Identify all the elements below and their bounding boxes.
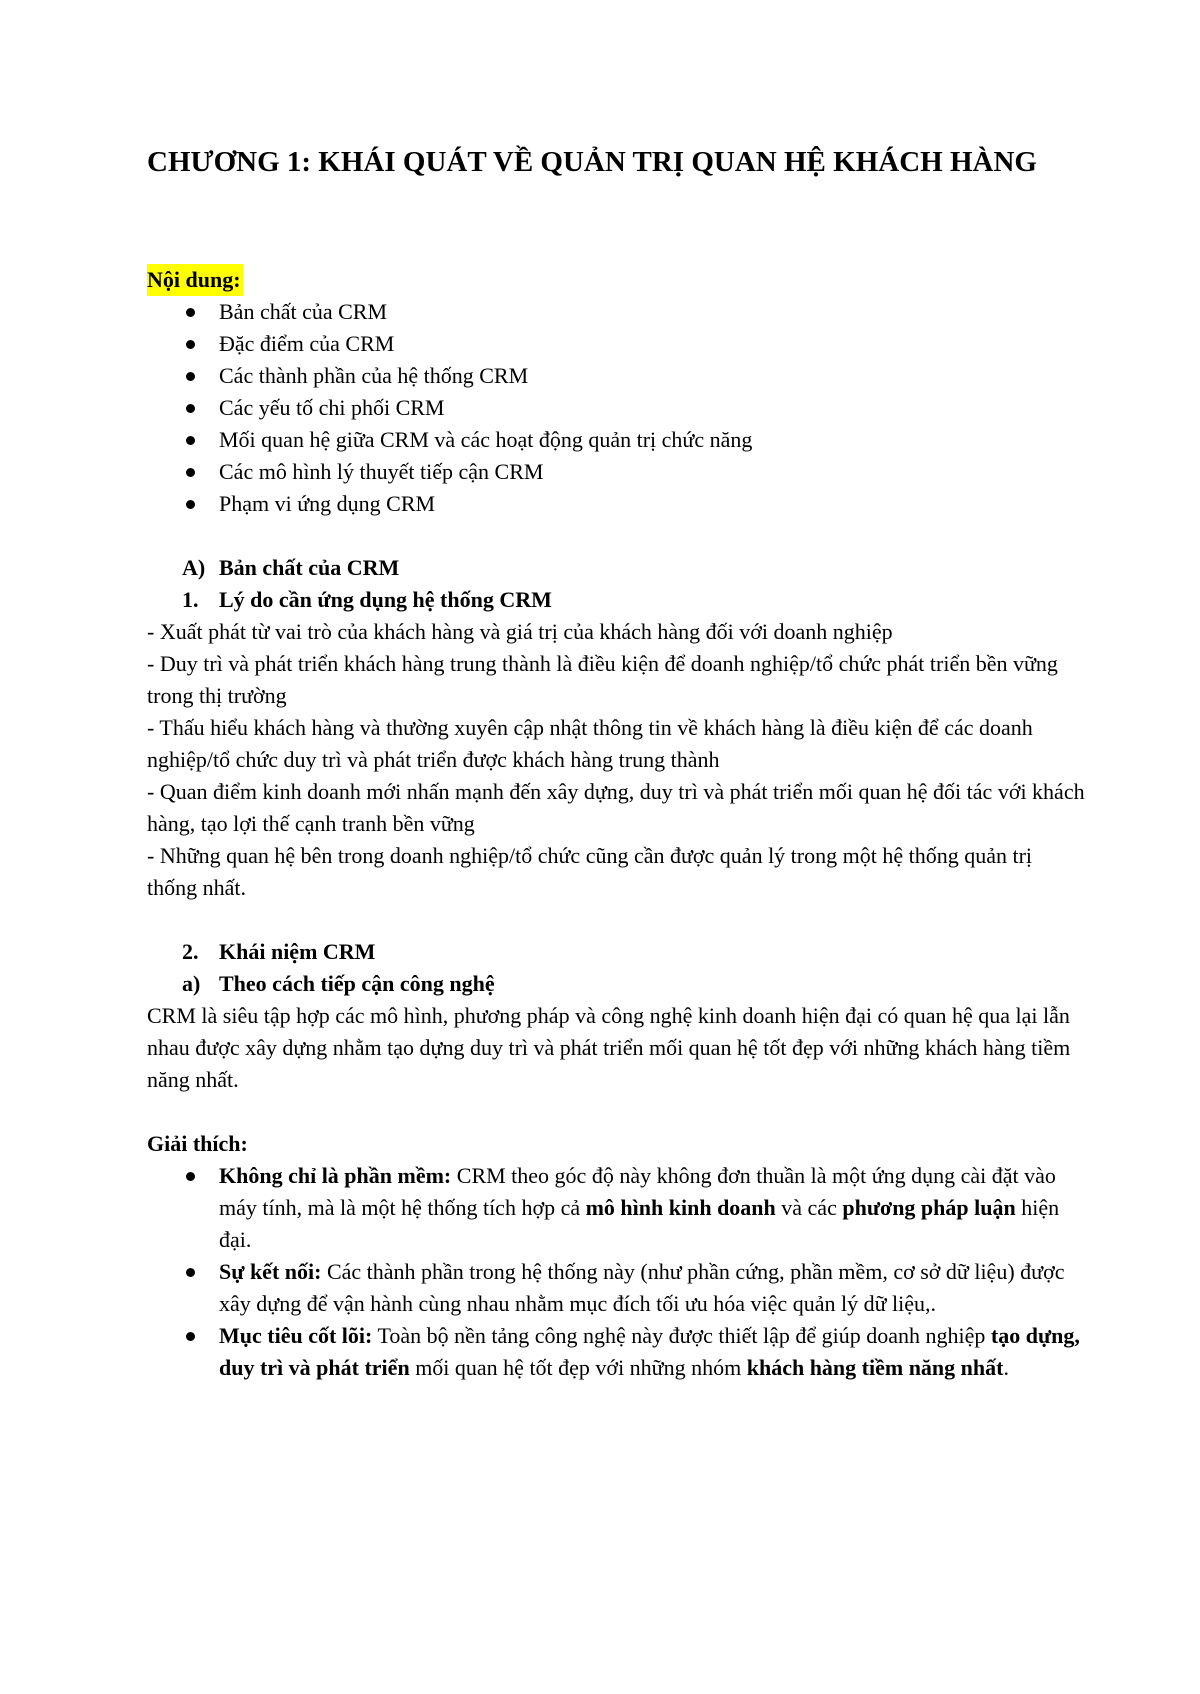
spacer (147, 520, 1087, 552)
contents-item: Các yếu tố chi phối CRM (147, 392, 1087, 424)
explanation-emphasis: tạo dựng, duy trì và phát triển (219, 1323, 1080, 1380)
contents-item: Các thành phần của hệ thống CRM (147, 360, 1087, 392)
explanation-text: và các (775, 1195, 843, 1220)
explanation-text: CRM theo góc độ này không đơn thuần là một ứng dụng cài đặt vào máy tính, mà là một hệ thống tích hợp cả (219, 1163, 1056, 1220)
explanation-text: . (1003, 1355, 1009, 1380)
subsection-2a-marker: a) (182, 971, 201, 996)
explanation-item (147, 1320, 1087, 1384)
subsection-2-title: Khái niệm CRM (219, 939, 376, 964)
explanation-emphasis: khách hàng tiềm năng nhất (746, 1355, 1004, 1380)
explanation-item-label: Mục tiêu cốt lõi: (219, 1323, 373, 1348)
spacer (147, 904, 1087, 936)
crm-definition: CRM là siêu tập hợp các mô hình, phương pháp và công nghệ kinh doanh hiện đại có quan hệ qua lại lẫn nhau được xây dựng nhằm tạo dựng duy trì và phát triển mối quan hệ tốt đẹp với những khách hàng tiềm năng nhất. (147, 1003, 1071, 1092)
explanation-item-label: Không chỉ là phần mềm: (219, 1163, 452, 1188)
explanation-list (147, 1160, 1087, 1384)
subsection-1-heading (147, 584, 1087, 616)
explanation-item (147, 1256, 1087, 1320)
reason-paragraph: - Quan điểm kinh doanh mới nhấn mạnh đến xây dựng, duy trì và phát triển mối quan hệ đối tác với khách hàng, tạo lợi thế cạnh tranh bền vững (147, 779, 1085, 836)
subsection-2a-title: Theo cách tiếp cận công nghệ (219, 971, 495, 996)
subsection-1-title: Lý do cần ứng dụng hệ thống CRM (219, 587, 552, 612)
explanation-text: mối quan hệ tốt đẹp với những nhóm (409, 1355, 747, 1380)
document-body (147, 264, 1087, 1384)
explanation-emphasis: phương pháp luận (842, 1195, 1016, 1220)
subsection-2a-heading (147, 968, 1087, 1000)
explanation-heading (147, 1128, 1087, 1160)
explanation-text: hiện đại. (219, 1195, 1060, 1252)
reason-paragraph: - Xuất phát từ vai trò của khách hàng và giá trị của khách hàng đối với doanh nghiệp (147, 619, 893, 644)
chapter-title: CHƯƠNG 1: KHÁI QUÁT VỀ QUẢN TRỊ QUAN HỆ KHÁCH HÀNG (147, 146, 1037, 178)
spacer (147, 1096, 1087, 1128)
subsection-2-marker: 2. (182, 939, 199, 964)
contents-heading (147, 264, 1087, 296)
section-a-marker: A) (182, 555, 206, 580)
reason-paragraph: - Thấu hiểu khách hàng và thường xuyên cập nhật thông tin về khách hàng là điều kiện để các doanh nghiệp/tổ chức duy trì và phát triển được khách hàng trung thành (147, 715, 1033, 772)
subsection-2-heading (147, 936, 1087, 968)
section-a-heading (147, 552, 1087, 584)
contents-item: Đặc điểm của CRM (147, 328, 1087, 360)
explanation-heading-label: Giải thích: (147, 1131, 248, 1156)
contents-list (147, 296, 1087, 520)
subsection-1-marker: 1. (182, 587, 199, 612)
contents-item: Các mô hình lý thuyết tiếp cận CRM (147, 456, 1087, 488)
contents-item: Bản chất của CRM (147, 296, 1087, 328)
explanation-text: Các thành phần trong hệ thống này (như phần cứng, phần mềm, cơ sở dữ liệu) được xây dựng để vận hành cùng nhau nhằm mục đích tối ưu hóa việc quản lý dữ liệu,. (219, 1259, 1065, 1316)
contents-item: Mối quan hệ giữa CRM và các hoạt động quản trị chức năng (147, 424, 1087, 456)
contents-item: Phạm vi ứng dụng CRM (147, 488, 1087, 520)
explanation-item (147, 1160, 1087, 1256)
contents-heading-label: Nội dung: (147, 264, 243, 296)
explanation-emphasis: mô hình kinh doanh (585, 1195, 776, 1220)
section-a-title: Bản chất của CRM (219, 555, 400, 580)
reason-paragraph: - Duy trì và phát triển khách hàng trung thành là điều kiện để doanh nghiệp/tổ chức phát triển bền vững trong thị trường (147, 651, 1058, 708)
explanation-item-label: Sự kết nối: (219, 1259, 322, 1284)
explanation-text: Toàn bộ nền tảng công nghệ này được thiết lập để giúp doanh nghiệp (372, 1323, 991, 1348)
reason-paragraph: - Những quan hệ bên trong doanh nghiệp/tổ chức cũng cần được quản lý trong một hệ thống quản trị thống nhất. (147, 843, 1033, 900)
